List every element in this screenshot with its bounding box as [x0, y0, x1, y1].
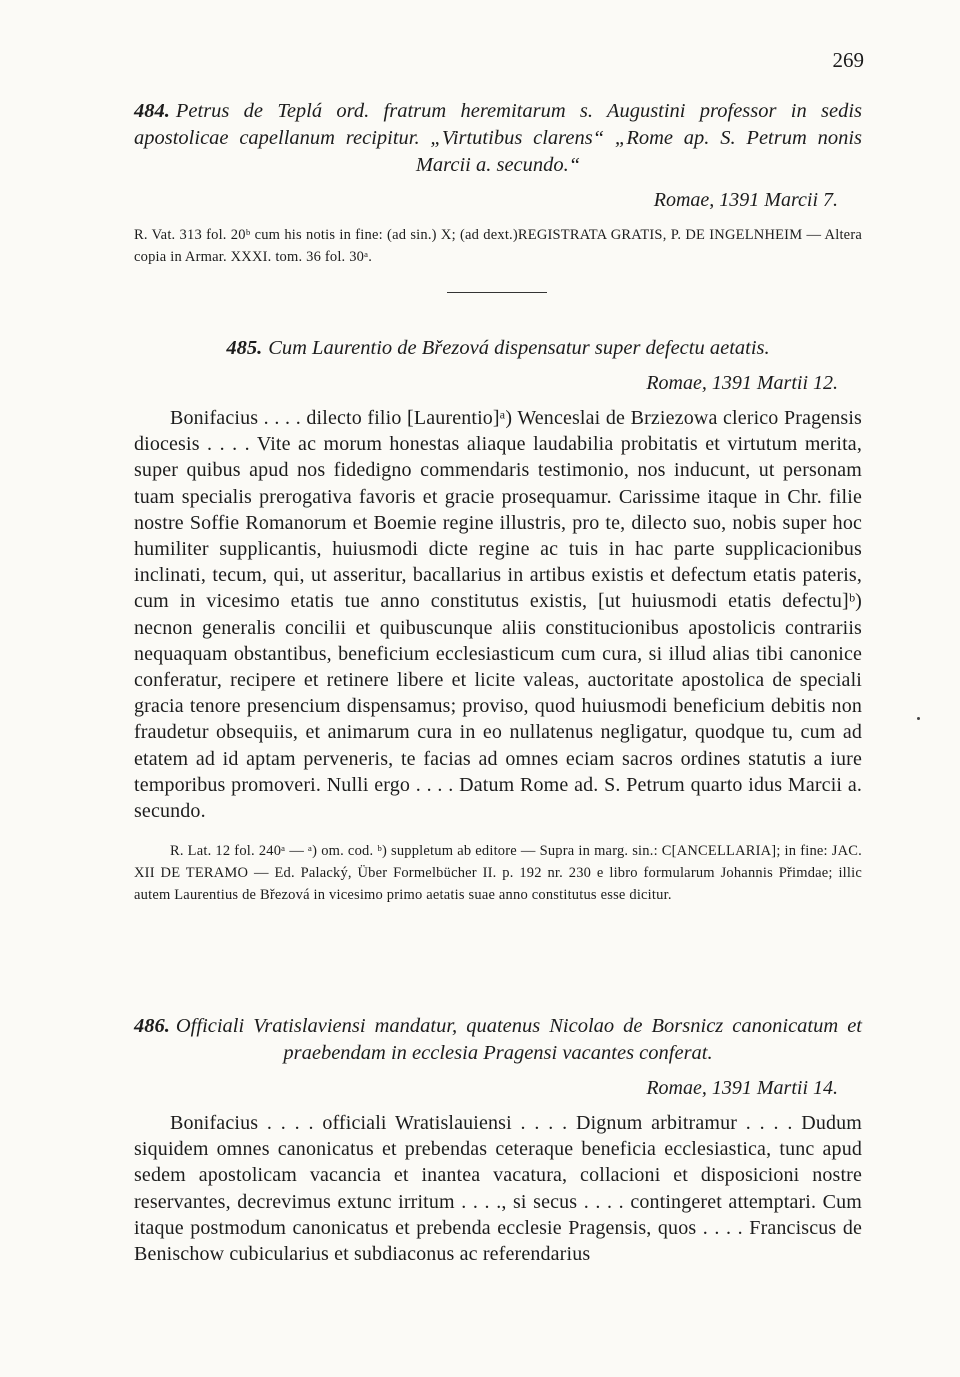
heading-text: Officiali Vratislaviensi mandatur, quatenus Nicolao de Borsnicz canonicatum et praebendam in ecclesia Pragensi vacantes conferat. [175, 1015, 862, 1064]
entry-heading [134, 1013, 862, 1067]
source-note: R. Lat. 12 fol. 240ᵃ — ᵃ) om. cod. ᵇ) suppletum ab editore — Supra in marg. sin.: C[ANCELLARIA]; in fine: JAC. XII DE TERAMO — Ed. Palacký, Über Formelbücher II. p. 192 nr. 230 e libro formularum Johannis Přimdae; illic autem Laurentius de Březová in vicesimo primo aetatis suae anno constitutus esse dicitur. [134, 843, 862, 904]
entry-number: 484. [134, 100, 170, 122]
entry-date: Romae, 1391 Martii 14. [646, 1077, 838, 1099]
source-note: R. Vat. 313 fol. 20ᵇ cum his notis in fine: (ad sin.) X; (ad dext.)REGISTRATA GRATIS, P. DE INGELNHEIM — Altera copia in Armar. XXXI. tom. 36 fol. 30ᵃ. [134, 227, 862, 265]
entry-number: 486. [134, 1015, 170, 1037]
page-number: 269 [832, 48, 864, 72]
entry-heading [134, 335, 862, 362]
entry-485 [134, 335, 862, 906]
section-divider [447, 292, 547, 293]
entry-486 [134, 1013, 862, 1267]
entry-date: Romae, 1391 Martii 12. [646, 372, 838, 394]
heading-text: Petrus de Teplá ord. fratrum heremitarum s. Augustini professor in sedis apostolicae capellanum recipitur. „Virtutibus clarens“ „Rome ap. S. Petrum nonis Marcii a. secundo.“ [134, 100, 862, 176]
entry-text: Bonifacius . . . . dilecto filio [Laurentio]ᵃ) Wenceslai de Brziezowa clerico Pragensis diocesis . . . . Vite ac morum honestas aliaque laudabilia probitatis et virtutum merita, super quibus apud nos fidedigno commendaris testimonio, nos inducunt, ut personam tuam specialis prerogativa favoris et gracie prosequamur. Carissime itaque in Chr. filie nostre Soffie Romanorum et Boemie regine illustris, pro te, dilecto suo, nobis super hoc humiliter supplicantis, huiusmodi dicte regine ac tuis in hac parte supplicacionibus inclinati, tecum, qui, ut asseritur, bacallarius in artibus existis et defectum etatis pateris, cum in vicesimo etatis tue anno constitutus existis, [ut huiusmodi etatis defectu]ᵇ) necnon generalis concilii et quibuscunque aliis constitucionibus apostolicis contrariis nequaquam obstantibus, beneficium ecclesiasticum cum cura, si illud alias tibi canonice conferatur, recipere et retinere libere et licite valeas, auctoritate apostolica de speciali gracia tenore presencium dispensamus; proviso, quod huiusmodi beneficium debitis non fraudetur obsequiis, et animarum cura in eo nullatenus negligatur, quodque tu, cum ad etatem ad id aptam perveneris, te facias ad omnes eciam sacros ordines statutis a iure temporibus promoveri. Nulli ergo . . . . Datum Rome ad. S. Petrum quarto idus Marcii a. secundo. [134, 407, 862, 823]
margin-mark [917, 717, 920, 720]
entry-text: Bonifacius . . . . officiali Wratislauiensi . . . . Dignum arbitramur . . . . Dudum siquidem omnes canonicatus et prebendas ceteraque beneficia ecclesiastica, tunc apud sedem apostolicam vacancia et inantea vacatura, collacioni et disposicioni nostre reservantes, decrevimus extunc irritum . . . ., si secus . . . . contingeret attemptari. Cum itaque postmodum canonicatus et prebenda ecclesie Pragensis, quos . . . . Franciscus de Benischow cubicularius et subdiaconus ac referendarius [134, 1112, 862, 1266]
entry-date: Romae, 1391 Marcii 7. [653, 189, 838, 211]
heading-text: Cum Laurentio de Březová dispensatur super defectu aetatis. [268, 337, 770, 359]
entry-heading [134, 98, 862, 179]
entry-number: 485. [226, 337, 263, 359]
entry-484 [134, 98, 862, 268]
